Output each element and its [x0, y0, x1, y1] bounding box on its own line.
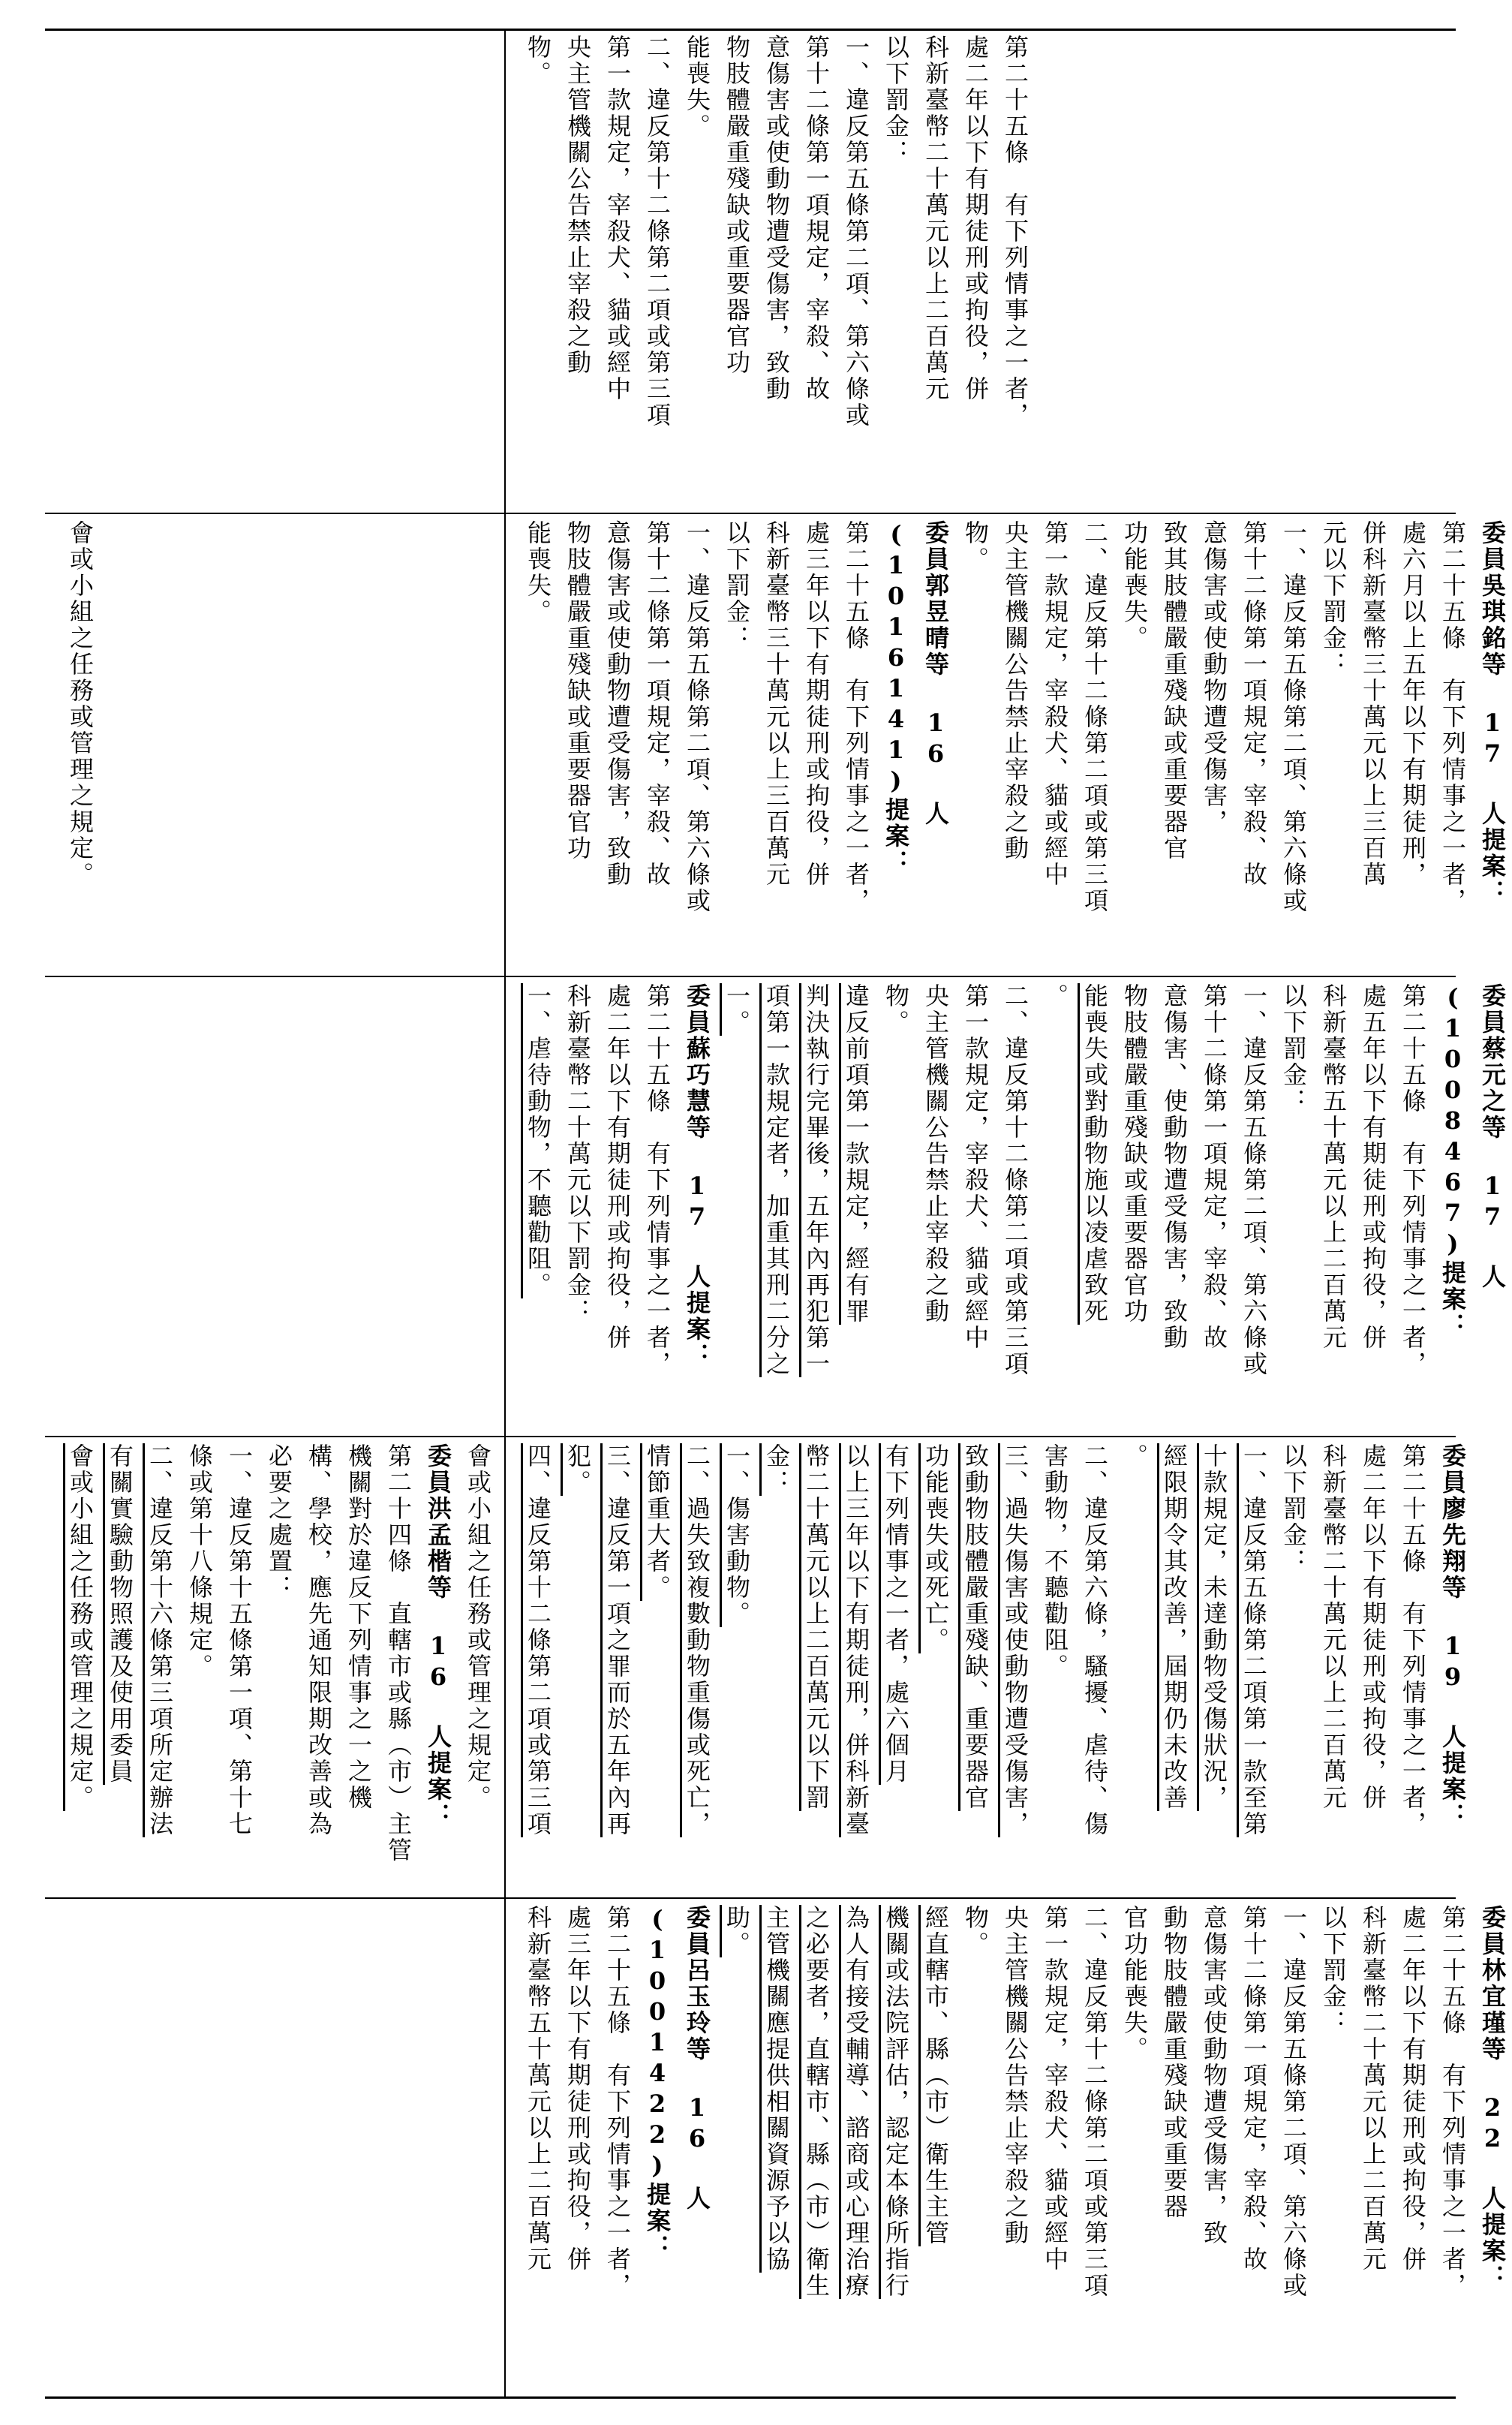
- text-line: 第二十五條 有下列情事之一者，: [1438, 520, 1467, 914]
- text-line: 處二年以下有期徒刑或拘役，併: [961, 35, 990, 402]
- text-line: 能喪失或對動物施以凌虐致死: [1081, 983, 1109, 1325]
- proposal-lin-text: [518, 1905, 1512, 2393]
- row-2-left-cell: [60, 983, 495, 1431]
- text-line: 科新臺幣二十萬元以上二百萬元: [921, 35, 950, 402]
- text-line: 機關或法院評估，認定本條所指行: [882, 1905, 910, 2299]
- text-line: 一、違反第五條第二項第一款至第: [1240, 1443, 1268, 1837]
- row-0-right-cell: [518, 35, 1448, 507]
- text-line: 害動物，不聽勸阻。: [1041, 1443, 1069, 1680]
- text-line: 物。: [961, 520, 990, 573]
- row-divider: [45, 976, 1456, 977]
- text-line: 處三年以下有期徒刑或拘役，併: [802, 520, 831, 888]
- current-law-text: [518, 35, 1035, 507]
- text-line: 第二十五條 有下列情事之一者，: [1399, 1443, 1427, 1837]
- text-line: 第二十五條 有下列情事之一者，: [603, 1905, 632, 2299]
- proposal-tsai-text: [518, 983, 1512, 1431]
- text-line: 二、違反第十二條第二項或第三項: [643, 35, 672, 429]
- proposal-title: 委員蔡元之等 17 人(1008467)提案：: [1438, 983, 1507, 1339]
- row-4-right-cell: [518, 1905, 1507, 2393]
- text-line: 功能喪失或死亡。: [921, 1443, 950, 1653]
- text-line: 物。: [524, 35, 552, 87]
- proposal-title: 委員廖先翔等 19 人提案：: [1438, 1443, 1467, 1829]
- text-line: 科新臺幣五十萬元以上二百萬元: [524, 1905, 552, 2273]
- text-line: 第二十四條 直轄市或縣（市）主管: [384, 1443, 413, 1864]
- text-line: 元以下罰金：: [1319, 520, 1348, 678]
- text-line: 科新臺幣二十萬元以上二百萬元: [1359, 1905, 1387, 2273]
- row-2-right-cell: [518, 983, 1507, 1431]
- text-line: 處六月以上五年以下有期徒刑，: [1399, 520, 1427, 888]
- proposal-title: 委員洪孟楷等 16 人提案：: [424, 1443, 452, 1829]
- text-line: 意傷害、使動物遭受傷害，致動: [1160, 983, 1189, 1351]
- text-line: 第一款規定，宰殺犬、貓或經中: [1041, 520, 1069, 888]
- text-line: 處二年以下有期徒刑或拘役，併: [1359, 1443, 1387, 1811]
- proposal-title: 委員蘇巧慧等 17 人提案：: [683, 983, 711, 1369]
- text-line: 科新臺幣二十萬元以上二百萬元: [1319, 1443, 1348, 1811]
- text-line: 致動物肢體嚴重殘缺、重要器官: [961, 1443, 990, 1811]
- row-1-left-cell: [60, 520, 495, 970]
- text-line: 處二年以下有期徒刑或拘役，併: [603, 983, 632, 1351]
- text-line: 必要之處置：: [265, 1443, 293, 1601]
- text-line: 第十二條第一項規定，宰殺、故: [643, 520, 672, 888]
- text-line: 科新臺幣二十萬元以下罰金：: [564, 983, 592, 1325]
- text-line: 第二十五條 有下列情事之一者，: [1001, 35, 1030, 429]
- text-line: 會或小組之任務或管理之規定。: [464, 1443, 492, 1811]
- row-0-left-cell: [60, 35, 495, 507]
- text-line: 。: [1120, 1443, 1149, 1470]
- text-line: 物。: [882, 983, 910, 1036]
- text-line: 處三年以下有期徒刑或拘役，併: [564, 1905, 592, 2273]
- text-line: 以下罰金：: [1279, 1443, 1308, 1575]
- text-line: 助。: [723, 1905, 751, 1957]
- text-line: 意傷害或使動物遭受傷害，致動: [603, 520, 632, 888]
- row-divider: [45, 1436, 1456, 1437]
- text-line: 第二十五條 有下列情事之一者，: [842, 520, 870, 914]
- text-line: 三、違反第一項之罪而於五年內再: [603, 1443, 632, 1837]
- text-line: 處五年以下有期徒刑或拘役，併: [1359, 983, 1387, 1351]
- text-line: 物肢體嚴重殘缺或重要器官功: [723, 35, 751, 376]
- text-line: 第十二條第一項規定，宰殺、故: [1200, 983, 1228, 1351]
- row-4-left-cell: [60, 1905, 495, 2393]
- text-line: 一、違反第十五條第一項、第十七: [225, 1443, 254, 1837]
- text-line: 一、傷害動物。: [723, 1443, 751, 1627]
- column-divider: [504, 29, 506, 2399]
- text-line: 幣二十萬元以上二百萬元以下罰: [802, 1443, 831, 1811]
- text-line: 二、過失致複數動物重傷或死亡，: [683, 1443, 711, 1837]
- text-line: 二、違反第十二條第二項或第三項: [1081, 520, 1109, 914]
- text-line: 一、違反第五條第二項、第六條或: [1240, 983, 1268, 1377]
- document-page: [45, 29, 1507, 2400]
- text-line: 經限期令其改善，屆期仍未改善: [1160, 1443, 1189, 1811]
- text-line: 物肢體嚴重殘缺或重要器官功: [564, 520, 592, 862]
- text-line: 會或小組之任務或管理之規定。: [66, 520, 95, 888]
- text-line: 二、違反第十二條第二項或第三項: [1001, 983, 1030, 1377]
- text-line: 以下罰金：: [1319, 1905, 1348, 2036]
- text-line: 第二十五條 有下列情事之一者，: [1399, 983, 1427, 1377]
- text-line: 以下罰金：: [882, 35, 910, 166]
- text-line: 意傷害或使動物遭受傷害，: [1200, 520, 1228, 835]
- text-line: 以下罰金：: [723, 520, 751, 651]
- text-line: 以上三年以下有期徒刑，併科新臺: [842, 1443, 870, 1837]
- text-line: 併科新臺幣三十萬元以上三百萬: [1359, 520, 1387, 888]
- text-line: 央主管機關公告禁止宰殺之動: [1001, 1905, 1030, 2246]
- text-line: 項第一款規定者，加重其刑二分之: [762, 983, 791, 1377]
- text-line: 意傷害或使動物遭受傷害，致動: [762, 35, 791, 402]
- text-line: 科新臺幣三十萬元以上三百萬元: [762, 520, 791, 888]
- continuation-text: [60, 520, 100, 970]
- text-line: 三、過失傷害或使動物遭受傷害，: [1001, 1443, 1030, 1837]
- proposal-title: 委員林宜瑾等 22 人提案：: [1478, 1905, 1507, 2291]
- text-line: 意傷害或使動物遭受傷害，致: [1200, 1905, 1228, 2246]
- proposal-hung-text: [60, 1443, 497, 1892]
- text-line: 能喪失。: [524, 520, 552, 625]
- proposal-wu-text: [518, 520, 1512, 970]
- text-line: 科新臺幣五十萬元以上二百萬元: [1319, 983, 1348, 1351]
- text-line: 為人有接受輔導、諮商或心理治療: [842, 1905, 870, 2299]
- text-line: 違反前項第一款規定，經有罪: [842, 983, 870, 1325]
- text-line: 會或小組之任務或管理之規定。: [66, 1443, 95, 1811]
- text-line: 機關對於違反下列情事之一之機: [344, 1443, 373, 1811]
- top-rule: [45, 29, 1456, 31]
- text-line: 一、違反第五條第二項、第六條或: [683, 520, 711, 914]
- text-line: 二、違反第十六條第三項所定辦法: [146, 1443, 174, 1837]
- text-line: 以下罰金：: [1279, 983, 1308, 1115]
- text-line: 第一款規定，宰殺犬、貓或經中: [961, 983, 990, 1351]
- row-divider: [45, 1897, 1456, 1899]
- text-line: 。: [1041, 983, 1069, 1009]
- row-3-left-cell: [60, 1443, 495, 1892]
- text-line: 一、違反第五條第二項、第六條或: [1279, 1905, 1308, 2299]
- text-line: 十款規定，未達動物受傷狀況，: [1200, 1443, 1228, 1811]
- text-line: 央主管機關公告禁止宰殺之動: [564, 35, 592, 376]
- text-line: 有關實驗動物照護及使用委員: [106, 1443, 134, 1785]
- text-line: 二、違反第十二條第二項或第三項: [1081, 1905, 1109, 2299]
- text-line: 一、違反第五條第二項、第六條或: [1279, 520, 1308, 914]
- text-line: 第二十五條 有下列情事之一者，: [643, 983, 672, 1377]
- text-line: 第十二條第一項規定，宰殺、故: [802, 35, 831, 402]
- proposal-liao-text: [518, 1443, 1472, 1892]
- text-line: 致其肢體嚴重殘缺或重要器官: [1160, 520, 1189, 862]
- text-line: 央主管機關公告禁止宰殺之動: [1001, 520, 1030, 862]
- text-line: 四、違反第十二條第二項或第三項: [524, 1443, 552, 1837]
- proposal-title: 委員呂玉玲等 16 人(1001422)提案：: [643, 1905, 711, 2261]
- text-line: 第十二條第一項規定，宰殺、故: [1240, 520, 1268, 888]
- text-line: 官功能喪失。: [1120, 1905, 1149, 2062]
- bottom-rule: [45, 2396, 1456, 2399]
- text-line: 能喪失。: [683, 35, 711, 140]
- text-line: 物肢體嚴重殘缺或重要器官功: [1120, 983, 1149, 1325]
- text-line: 物。: [961, 1905, 990, 1957]
- proposal-title: 委員吳琪銘等 17 人提案：: [1478, 520, 1507, 906]
- text-line: 金：: [762, 1443, 791, 1496]
- text-line: 判決執行完畢後，五年內再犯第一: [802, 983, 831, 1377]
- text-line: 主管機關應提供相關資源予以協: [762, 1905, 791, 2273]
- text-line: 第一款規定，宰殺犬、貓或經中: [1041, 1905, 1069, 2273]
- row-1-right-cell: [518, 520, 1507, 970]
- text-line: 央主管機關公告禁止宰殺之動: [921, 983, 950, 1325]
- text-line: 之必要者，直轄市、縣（市）衛生: [802, 1905, 831, 2299]
- row-divider: [45, 513, 1456, 514]
- text-line: 條或第十八條規定。: [185, 1443, 214, 1680]
- text-line: 經直轄市、縣（市）衛生主管: [921, 1905, 950, 2246]
- text-line: 一。: [723, 983, 751, 1036]
- text-line: 動物肢體嚴重殘缺或重要器: [1160, 1905, 1189, 2220]
- text-line: 情節重大者。: [643, 1443, 672, 1601]
- text-line: 功能喪失。: [1120, 520, 1149, 651]
- text-line: 第一款規定，宰殺犬、貓或經中: [603, 35, 632, 402]
- text-line: 犯。: [564, 1443, 592, 1496]
- text-line: 第十二條第一項規定，宰殺、故: [1240, 1905, 1268, 2273]
- text-line: 有下列情事之一者，處六個月: [882, 1443, 910, 1785]
- text-line: 第二十五條 有下列情事之一者，: [1438, 1905, 1467, 2299]
- text-line: 構、學校，應先通知限期改善或為: [305, 1443, 333, 1837]
- text-line: 一、違反第五條第二項、第六條或: [842, 35, 870, 429]
- proposal-title: 委員郭昱晴等 16 人(1016141)提案：: [882, 520, 950, 876]
- text-line: 二、違反第六條，騷擾、虐待、傷: [1081, 1443, 1109, 1837]
- text-line: 處二年以下有期徒刑或拘役，併: [1399, 1905, 1427, 2273]
- row-3-right-cell: [518, 1443, 1467, 1892]
- text-line: 一、虐待動物，不聽勸阻。: [524, 983, 552, 1298]
